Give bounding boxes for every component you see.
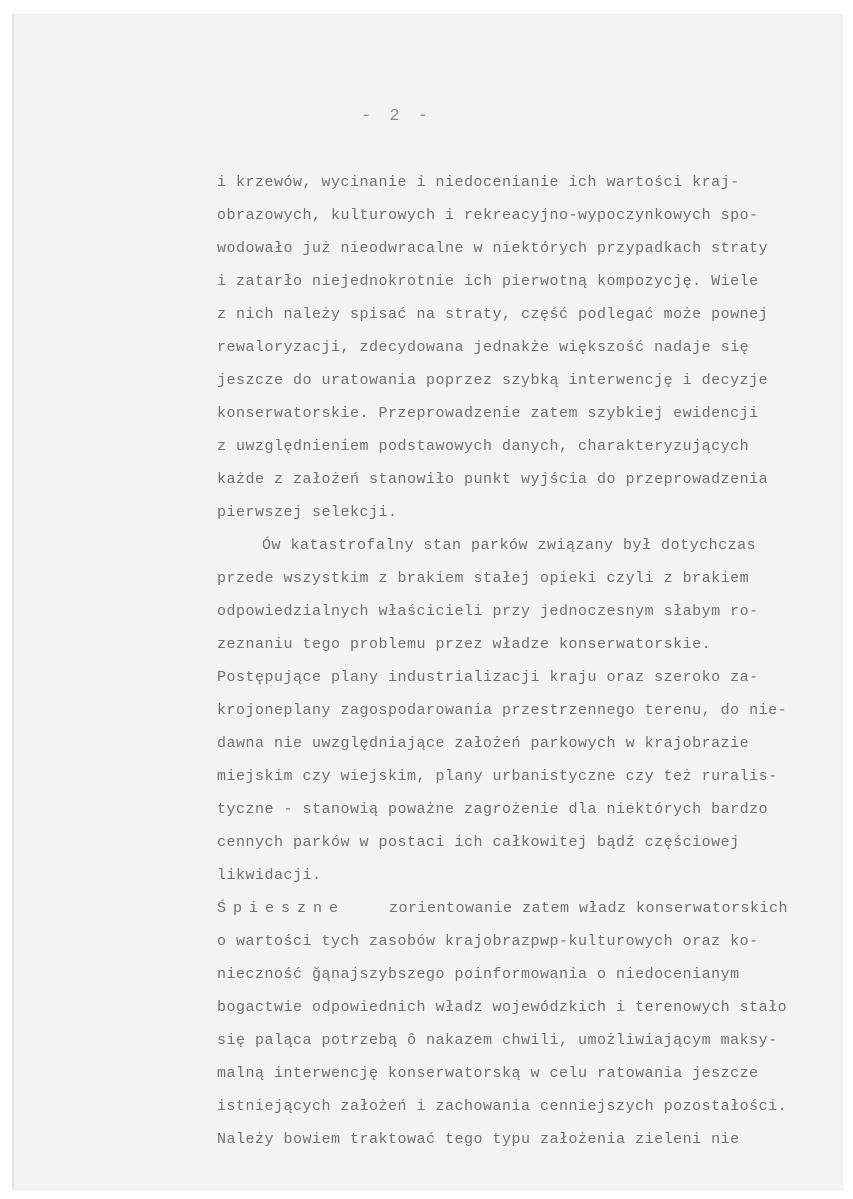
spaced-emphasis-word: Śpieszne [217, 900, 346, 917]
text-line: zeznaniu tego problemu przez władze konserwatorskie. [217, 636, 712, 653]
text-line: zorientowanie zatem władz konserwatorskich [389, 900, 789, 917]
text-line: dawna nie uwzględniające założeń parkowych w krajobrazie [217, 735, 750, 752]
text-line: malną interwencję konserwatorską w celu ratowania jeszcze [217, 1065, 759, 1082]
text-line: jeszcze do uratowania poprzez szybką interwencję i decyzje [217, 372, 769, 389]
text-line: każde z założeń stanowiło punkt wyjścia do przeprowadzenia [217, 471, 769, 488]
page-number: - 2 - [361, 107, 433, 126]
text-line: tyczne - stanowią poważne zagrożenie dla niektórych bardzo [217, 801, 769, 818]
text-line: i krzewów, wycinanie i niedocenianie ich wartości kraj- [217, 174, 740, 191]
paragraph-first-line: Ów katastrofalny stan parków związany był dotychczas [262, 537, 757, 554]
text-line: cennych parków w postaci ich całkowitej bądź częściowej [217, 834, 740, 851]
text-line: pierwszej selekcji. [217, 504, 398, 521]
text-line: rewaloryzacji, zdecydowana jednakże większość nadaje się [217, 339, 750, 356]
text-line: nieczność ğąnajszybszego poinformowania o niedocenianym [217, 966, 740, 983]
text-line: z uwzględnieniem podstawowych danych, charakteryzujących [217, 438, 750, 455]
text-line: istniejących założeń i zachowania cenniejszych pozostałości. [217, 1098, 788, 1115]
text-line: odpowiedzialnych właścicieli przy jednoczesnym słabym ro- [217, 603, 759, 620]
text-line: Należy bowiem traktować tego typu założenia zieleni nie [217, 1131, 740, 1148]
text-line: i zatarło niejednokrotnie ich pierwotną kompozycję. Wiele [217, 273, 759, 290]
text-line: się paląca potrzebą ô nakazem chwili, umożliwiającym maksy- [217, 1032, 778, 1049]
text-line: likwidacji. [217, 867, 322, 884]
text-line: konserwatorskie. Przeprowadzenie zatem szybkiej ewidencji [217, 405, 759, 422]
text-line: miejskim czy wiejskim, plany urbanistyczne czy też ruralis- [217, 768, 778, 785]
text-line: o wartości tych zasobów krajobrazpwp-kulturowych oraz ko- [217, 933, 759, 950]
text-line: z nich należy spisać na straty, część podlegać może pownej [217, 306, 769, 323]
text-line: przede wszystkim z brakiem stałej opieki czyli z brakiem [217, 570, 750, 587]
text-line: bogactwie odpowiednich władz wojewódzkich i terenowych stało [217, 999, 788, 1016]
text-line: obrazowych, kulturowych i rekreacyjno-wypoczynkowych spo- [217, 207, 759, 224]
text-line: krojoneplany zagospodarowania przestrzennego terenu, do nie- [217, 702, 788, 719]
typewritten-page [12, 14, 842, 1189]
text-line: wodowało już nieodwracalne w niektórych przypadkach straty [217, 240, 769, 257]
text-line: Postępujące plany industrializacji kraju oraz szeroko za- [217, 669, 759, 686]
